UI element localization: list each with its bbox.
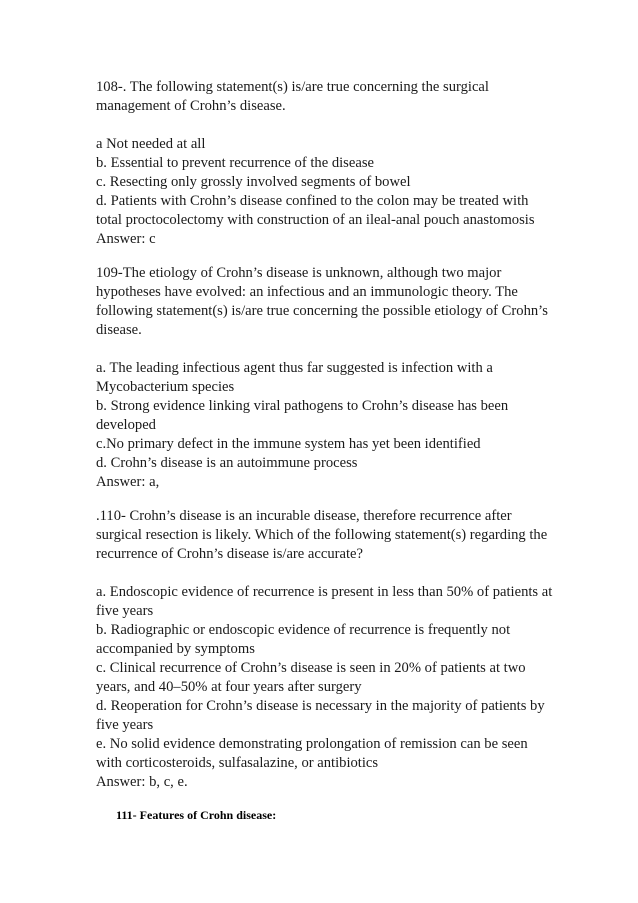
option-b: b. Radiographic or endoscopic evidence of recurrence is frequently not accompanied by symptoms (96, 622, 511, 657)
question-stem: .110- Crohn’s disease is an incurable disease, therefore recurrence after surgical resection is likely. Which of the following statement(s) regarding the recurrence of Crohn’s disease is/are accurate? (96, 508, 548, 562)
answer: Answer: b, c, e. (96, 774, 188, 790)
document-content (96, 78, 556, 823)
option-d: d. Patients with Crohn’s disease confined to the colon may be treated with total proctocolectomy with construction of an ileal-anal pouch anastomosis (96, 193, 535, 228)
question-stem: 108-. The following statement(s) is/are true concerning the surgical management of Crohn’s disease. (96, 79, 489, 114)
answer: Answer: c (96, 231, 156, 247)
option-b: b. Strong evidence linking viral pathogens to Crohn’s disease has been developed (96, 398, 509, 433)
question-108 (96, 78, 556, 249)
option-c: c. Clinical recurrence of Crohn’s disease is seen in 20% of patients at two years, and 40–50% at four years after surgery (96, 660, 526, 695)
question-110 (96, 507, 556, 792)
option-d: d. Reoperation for Crohn’s disease is necessary in the majority of patients by five years (96, 698, 545, 733)
option-a: a. The leading infectious agent thus far suggested is infection with a Mycobacterium species (96, 360, 493, 395)
option-c: c.No primary defect in the immune system has yet been identified (96, 436, 481, 452)
question-stem: 109-The etiology of Crohn’s disease is unknown, although two major hypotheses have evolved: an infectious and an immunologic theory. The following statement(s) is/are true concerning the possible etiology of Crohn’s disease. (96, 265, 548, 338)
question-109 (96, 264, 556, 492)
option-a: a Not needed at all (96, 136, 206, 152)
option-b: b. Essential to prevent recurrence of the disease (96, 155, 374, 171)
answer: Answer: a, (96, 474, 160, 490)
option-c: c. Resecting only grossly involved segments of bowel (96, 174, 411, 190)
option-d: d. Crohn’s disease is an autoimmune process (96, 455, 358, 471)
option-a: a. Endoscopic evidence of recurrence is present in less than 50% of patients at five years (96, 584, 553, 619)
option-e: e. No solid evidence demonstrating prolongation of remission can be seen with corticosteroids, sulfasalazine, or antibiotics (96, 736, 528, 771)
next-question-heading: 111- Features of Crohn disease: (116, 808, 277, 822)
